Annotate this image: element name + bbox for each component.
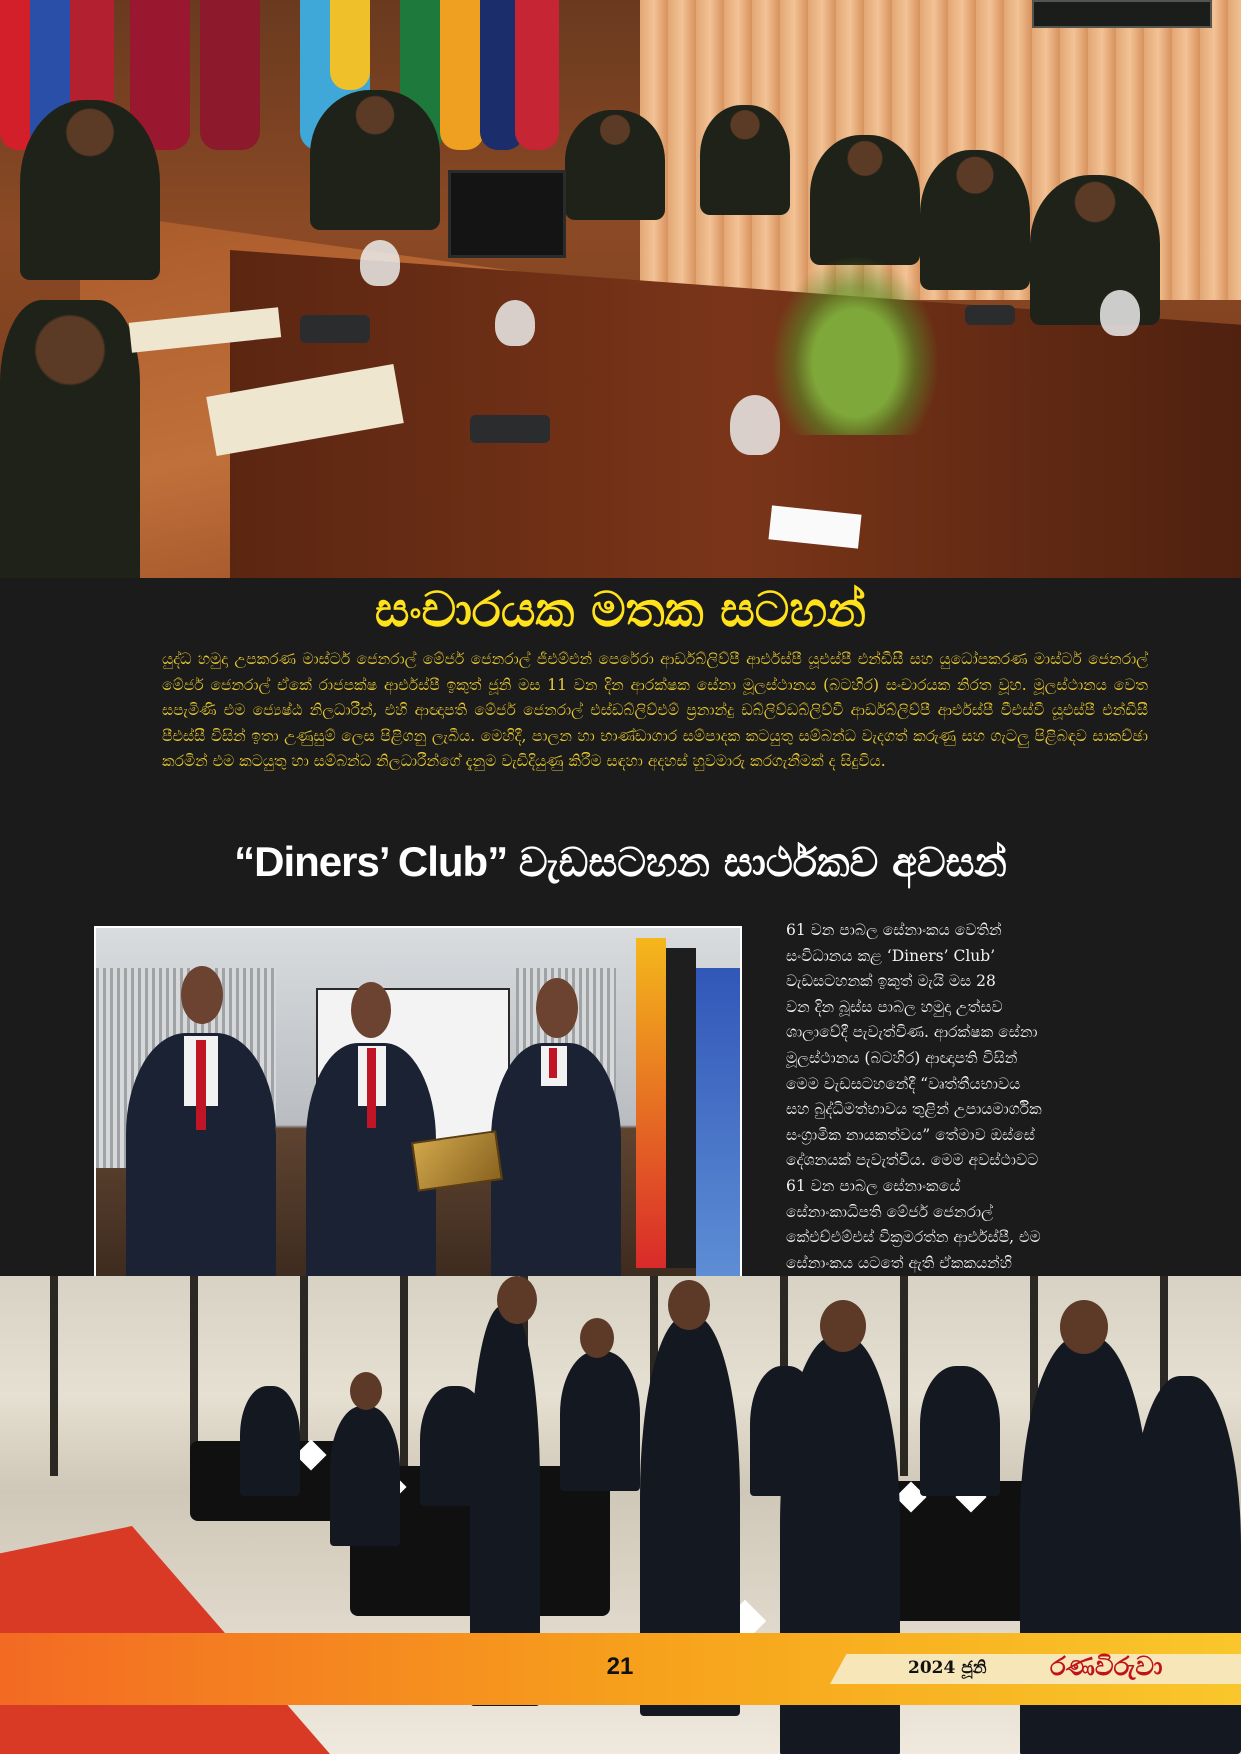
- water-glass: [360, 240, 400, 286]
- article-2-body: 61 වන පාබල සේනාංකය වෙතින් සංවිධානය කළ ‘Diners’ Club’ වැඩසටහනක් ඉකුත් මැයි මස 28 වන දින බූස්ස පාබල හමුදා උත්සව ශාලාවේදී පැවැත්විණ. ආරක්ෂක සේනා මූලස්ථානය (බටහිර) ආඥාපති විසින් මෙම වැඩසටහනේදී “වෘත්තීයභාවය සහ බුද්ධිමත්භාවය තුළින් උපායමාර්ගික සංග්‍රාමික නායකත්වය” තේමාව ඔස්සේ දේශනයක් පැවැත්වීය. මෙම අවස්ථාවට 61 වන පාබල සේනාංකයේ සේනාංකාධිපති මේජර් ජෙනරාල් කේඑච්එම්එස් වික්‍රමරත්න ආර්එස්පී, එම සේනාංකය යටතේ ඇති ඒකකයන්හි: [786, 921, 1042, 1272]
- flag: [636, 938, 666, 1268]
- award-photo: [94, 926, 742, 1288]
- tie: [367, 1048, 376, 1128]
- officer: [310, 90, 440, 230]
- microphone-base: [300, 315, 370, 343]
- officer: [20, 100, 160, 280]
- article-1-body: යුද්ධ හමුදා උපකරණ මාස්ටර් ජෙනරාල් මේජර් ජෙනරාල් ජීඑම්එන් පෙරේරා ආර්ඩබ්ලිව්පී ආර්එස්පී යූඑස්පී එන්ඩීසී සහ යුධෝපකරණ මාස්ටර් ජෙනරාල් මේජර් ජෙනරාල් ඒකේ රාජපක්ෂ ආර්එස්පී ඉකුත් ජූනි මස 11 වන දින ආරක්ෂක සේනා මූලස්ථානය (බටහිර) සංචාරයක නිරත වූහ. මූලස්ථානය වෙත සපැමිණි එම ජ්‍යෙෂ්ඨ නිලධාරීන්, එහි ආඥාපති මේජර් ජෙනරාල් එස්ඩබ්ලිව්එම් ප්‍රනාන්දු ඩබ්ලිව්ඩබ්ලිව්වී ආර්ඩබ්ලිව්පී ආර්එස්පී වීඑස්වී යූඑස්පී එන්ඩීසී පීඑස්සී විසින් ඉතා උණුසුම් ලෙස පිළිගනු ලැබීය. මෙහිදී, පාලන හා භාණ්ඩාගාර සම්පාදක කටයුතු සම්බන්ධ වැදගත් කරුණු සහ ගැටලු පිළිබඳව සාකච්ඡා කරමින් එම කටයුතු හා සම්බන්ධ නිලධාරීන්ගේ දැනුම වැඩිදියුණු කිරීම සඳහා අදහස් හුවමාරු කරගැනීමක් ද සිදුවිය.: [162, 650, 1148, 770]
- wall-screen: [1032, 0, 1212, 28]
- article-1-title: සංචාරයක මතක සටහන්: [374, 582, 867, 638]
- water-glass: [495, 300, 535, 346]
- flag: [696, 968, 740, 1284]
- magazine-brand: රණවිරුවා: [1050, 1652, 1163, 1682]
- guest: [920, 1366, 1000, 1496]
- officer: [1030, 175, 1160, 325]
- article-2-title: [0, 838, 1241, 886]
- plant: [770, 255, 940, 435]
- conference-photo: [0, 0, 1241, 578]
- tie: [549, 1048, 557, 1078]
- page-number: 21: [606, 1653, 634, 1680]
- officer: [565, 110, 665, 220]
- officer-foreground: [0, 300, 140, 578]
- guest: [330, 1406, 400, 1546]
- water-glass: [730, 395, 780, 455]
- guest: [240, 1386, 300, 1496]
- face: [351, 982, 391, 1038]
- footer-label-strip: [830, 1654, 1241, 1684]
- face: [536, 978, 578, 1038]
- article-2-title-sinhala: වැඩසටහන සාර්ථකව අවසන්: [518, 839, 1007, 886]
- microphone-base: [470, 415, 550, 443]
- microphone-base: [965, 305, 1015, 325]
- officer: [810, 135, 920, 265]
- monitor: [448, 170, 566, 258]
- face: [181, 966, 223, 1024]
- tie: [196, 1040, 206, 1130]
- officer: [700, 105, 790, 215]
- article-2-title-english: “Diners’ Club”: [234, 838, 508, 885]
- water-glass: [1100, 290, 1140, 336]
- flag: [666, 948, 696, 1268]
- issue-date: 2024 ජූනි: [908, 1658, 987, 1678]
- award-plaque: [411, 1130, 503, 1191]
- guest: [560, 1351, 640, 1491]
